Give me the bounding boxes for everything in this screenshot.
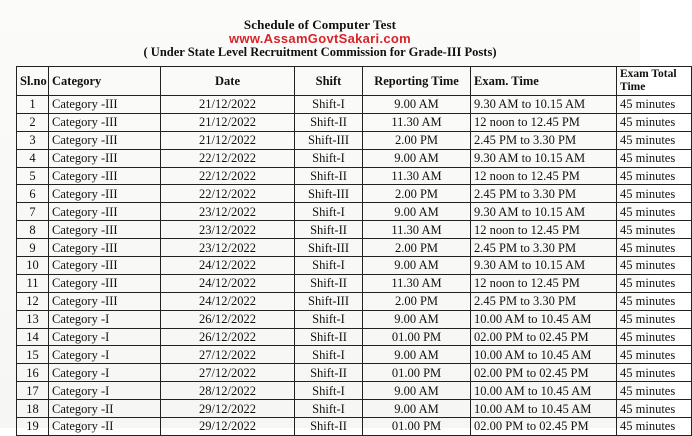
sl-no-cell: 10 — [17, 257, 49, 275]
exam-time-cell: 2.45 PM to 3.30 PM — [471, 185, 617, 203]
shift-cell: Shift-II — [295, 364, 363, 382]
category-cell: Category -II — [49, 400, 161, 418]
exam-time-cell: 12 noon to 12.45 PM — [471, 221, 617, 239]
reporting-time-cell: 9.00 AM — [363, 346, 471, 364]
total-time-cell: 45 minutes — [617, 131, 692, 149]
shift-cell: Shift-I — [295, 149, 363, 167]
category-cell: Category -III — [49, 203, 161, 221]
total-time-cell: 45 minutes — [617, 221, 692, 239]
total-time-cell: 45 minutes — [617, 418, 692, 436]
total-time-cell: 45 minutes — [617, 328, 692, 346]
table-row — [17, 400, 692, 418]
date-cell: 23/12/2022 — [161, 221, 295, 239]
total-time-cell: 45 minutes — [617, 382, 692, 400]
reporting-time-cell: 9.00 AM — [363, 310, 471, 328]
date-cell: 29/12/2022 — [161, 400, 295, 418]
total-time-cell: 45 minutes — [617, 239, 692, 257]
sl-no-cell: 15 — [17, 346, 49, 364]
reporting-time-cell: 9.00 AM — [363, 203, 471, 221]
category-cell: Category -III — [49, 96, 161, 114]
sl-no-cell: 13 — [17, 310, 49, 328]
reporting-time-cell: 01.00 PM — [363, 364, 471, 382]
table-row — [17, 221, 692, 239]
header-category: Category — [49, 67, 161, 96]
reporting-time-cell: 9.00 AM — [363, 257, 471, 275]
table-row — [17, 203, 692, 221]
exam-time-cell: 9.30 AM to 10.15 AM — [471, 149, 617, 167]
sl-no-cell: 14 — [17, 328, 49, 346]
shift-cell: Shift-I — [295, 96, 363, 114]
date-cell: 21/12/2022 — [161, 113, 295, 131]
total-time-cell: 45 minutes — [617, 364, 692, 382]
category-cell: Category -III — [49, 292, 161, 310]
header-exam-total-time: Exam Total Time — [617, 67, 692, 96]
sl-no-cell: 12 — [17, 292, 49, 310]
table-row — [17, 149, 692, 167]
reporting-time-cell: 01.00 PM — [363, 328, 471, 346]
shift-cell: Shift-II — [295, 221, 363, 239]
shift-cell: Shift-III — [295, 239, 363, 257]
total-time-cell: 45 minutes — [617, 257, 692, 275]
table-row — [17, 292, 692, 310]
total-time-cell: 45 minutes — [617, 185, 692, 203]
sl-no-cell: 7 — [17, 203, 49, 221]
table-row — [17, 364, 692, 382]
shift-cell: Shift-II — [295, 418, 363, 436]
exam-time-cell: 02.00 PM to 02.45 PM — [471, 364, 617, 382]
exam-time-cell: 10.00 AM to 10.45 AM — [471, 310, 617, 328]
reporting-time-cell: 2.00 PM — [363, 292, 471, 310]
exam-time-cell: 2.45 PM to 3.30 PM — [471, 292, 617, 310]
category-cell: Category -I — [49, 328, 161, 346]
reporting-time-cell: 11.30 AM — [363, 221, 471, 239]
total-time-cell: 45 minutes — [617, 292, 692, 310]
date-cell: 23/12/2022 — [161, 239, 295, 257]
reporting-time-cell: 9.00 AM — [363, 382, 471, 400]
total-time-cell: 45 minutes — [617, 96, 692, 114]
exam-time-cell: 9.30 AM to 10.15 AM — [471, 203, 617, 221]
table-row — [17, 257, 692, 275]
header-exam-time: Exam. Time — [471, 67, 617, 96]
category-cell: Category -II — [49, 418, 161, 436]
table-row — [17, 310, 692, 328]
header-reporting-time: Reporting Time — [363, 67, 471, 96]
table-row — [17, 382, 692, 400]
exam-time-cell: 12 noon to 12.45 PM — [471, 167, 617, 185]
exam-time-cell: 2.45 PM to 3.30 PM — [471, 131, 617, 149]
total-time-cell: 45 minutes — [617, 167, 692, 185]
date-cell: 27/12/2022 — [161, 364, 295, 382]
date-cell: 28/12/2022 — [161, 382, 295, 400]
category-cell: Category -I — [49, 346, 161, 364]
table-row — [17, 96, 692, 114]
shift-cell: Shift-I — [295, 346, 363, 364]
exam-time-cell: 02.00 PM to 02.45 PM — [471, 328, 617, 346]
table-row — [17, 346, 692, 364]
total-time-cell: 45 minutes — [617, 149, 692, 167]
shift-cell: Shift-I — [295, 400, 363, 418]
reporting-time-cell: 01.00 PM — [363, 418, 471, 436]
header-sl-no: Sl.no — [17, 67, 49, 96]
sl-no-cell: 4 — [17, 149, 49, 167]
table-row — [17, 131, 692, 149]
sl-no-cell: 1 — [17, 96, 49, 114]
website-watermark: www.AssamGovtSakari.com — [229, 31, 411, 46]
date-cell: 24/12/2022 — [161, 274, 295, 292]
table-body — [17, 96, 692, 436]
reporting-time-cell: 11.30 AM — [363, 274, 471, 292]
exam-time-cell: 10.00 AM to 10.45 AM — [471, 346, 617, 364]
date-cell: 22/12/2022 — [161, 185, 295, 203]
category-cell: Category -III — [49, 274, 161, 292]
category-cell: Category -III — [49, 149, 161, 167]
sl-no-cell: 17 — [17, 382, 49, 400]
shift-cell: Shift-II — [295, 274, 363, 292]
category-cell: Category -III — [49, 221, 161, 239]
header-date: Date — [161, 67, 295, 96]
shift-cell: Shift-I — [295, 257, 363, 275]
page-subtitle: ( Under State Level Recruitment Commission for Grade-III Posts) — [143, 45, 497, 59]
reporting-time-cell: 9.00 AM — [363, 400, 471, 418]
page-title: Schedule of Computer Test — [243, 17, 397, 32]
table-row — [17, 328, 692, 346]
reporting-time-cell: 2.00 PM — [363, 239, 471, 257]
category-cell: Category -I — [49, 364, 161, 382]
table-row — [17, 185, 692, 203]
sl-no-cell: 9 — [17, 239, 49, 257]
sl-no-cell: 5 — [17, 167, 49, 185]
table-row — [17, 274, 692, 292]
exam-time-cell: 02.00 PM to 02.45 PM — [471, 418, 617, 436]
category-cell: Category -I — [49, 382, 161, 400]
date-cell: 23/12/2022 — [161, 203, 295, 221]
shift-cell: Shift-II — [295, 113, 363, 131]
table-header-row — [17, 67, 692, 96]
reporting-time-cell: 11.30 AM — [363, 113, 471, 131]
shift-cell: Shift-II — [295, 328, 363, 346]
exam-time-cell: 10.00 AM to 10.45 AM — [471, 400, 617, 418]
total-time-cell: 45 minutes — [617, 400, 692, 418]
total-time-cell: 45 minutes — [617, 274, 692, 292]
sl-no-cell: 8 — [17, 221, 49, 239]
total-time-cell: 45 minutes — [617, 310, 692, 328]
shift-cell: Shift-I — [295, 310, 363, 328]
category-cell: Category -III — [49, 257, 161, 275]
header-shift: Shift — [295, 67, 363, 96]
reporting-time-cell: 9.00 AM — [363, 149, 471, 167]
exam-time-cell: 2.45 PM to 3.30 PM — [471, 239, 617, 257]
date-cell: 26/12/2022 — [161, 310, 295, 328]
reporting-time-cell: 9.00 AM — [363, 96, 471, 114]
date-cell: 22/12/2022 — [161, 167, 295, 185]
sl-no-cell: 3 — [17, 131, 49, 149]
total-time-cell: 45 minutes — [617, 203, 692, 221]
shift-cell: Shift-III — [295, 185, 363, 203]
shift-cell: Shift-II — [295, 167, 363, 185]
table-row — [17, 239, 692, 257]
date-cell: 21/12/2022 — [161, 96, 295, 114]
table-row — [17, 418, 692, 436]
sl-no-cell: 18 — [17, 400, 49, 418]
total-time-cell: 45 minutes — [617, 113, 692, 131]
table-row — [17, 167, 692, 185]
date-cell: 21/12/2022 — [161, 131, 295, 149]
sl-no-cell: 16 — [17, 364, 49, 382]
date-cell: 27/12/2022 — [161, 346, 295, 364]
date-cell: 29/12/2022 — [161, 418, 295, 436]
date-cell: 24/12/2022 — [161, 257, 295, 275]
category-cell: Category -I — [49, 310, 161, 328]
exam-time-cell: 12 noon to 12.45 PM — [471, 113, 617, 131]
reporting-time-cell: 2.00 PM — [363, 131, 471, 149]
exam-time-cell: 12 noon to 12.45 PM — [471, 274, 617, 292]
category-cell: Category -III — [49, 113, 161, 131]
sl-no-cell: 11 — [17, 274, 49, 292]
shift-cell: Shift-III — [295, 131, 363, 149]
date-cell: 22/12/2022 — [161, 149, 295, 167]
date-cell: 26/12/2022 — [161, 328, 295, 346]
category-cell: Category -III — [49, 185, 161, 203]
reporting-time-cell: 2.00 PM — [363, 185, 471, 203]
table-row — [17, 113, 692, 131]
shift-cell: Shift-III — [295, 292, 363, 310]
category-cell: Category -III — [49, 239, 161, 257]
exam-time-cell: 9.30 AM to 10.15 AM — [471, 257, 617, 275]
schedule-table — [16, 66, 692, 436]
exam-time-cell: 9.30 AM to 10.15 AM — [471, 96, 617, 114]
sl-no-cell: 2 — [17, 113, 49, 131]
shift-cell: Shift-I — [295, 382, 363, 400]
sl-no-cell: 6 — [17, 185, 49, 203]
date-cell: 24/12/2022 — [161, 292, 295, 310]
exam-time-cell: 10.00 AM to 10.45 AM — [471, 382, 617, 400]
total-time-cell: 45 minutes — [617, 346, 692, 364]
shift-cell: Shift-I — [295, 203, 363, 221]
sl-no-cell: 19 — [17, 418, 49, 436]
category-cell: Category -III — [49, 167, 161, 185]
category-cell: Category -III — [49, 131, 161, 149]
reporting-time-cell: 11.30 AM — [363, 167, 471, 185]
